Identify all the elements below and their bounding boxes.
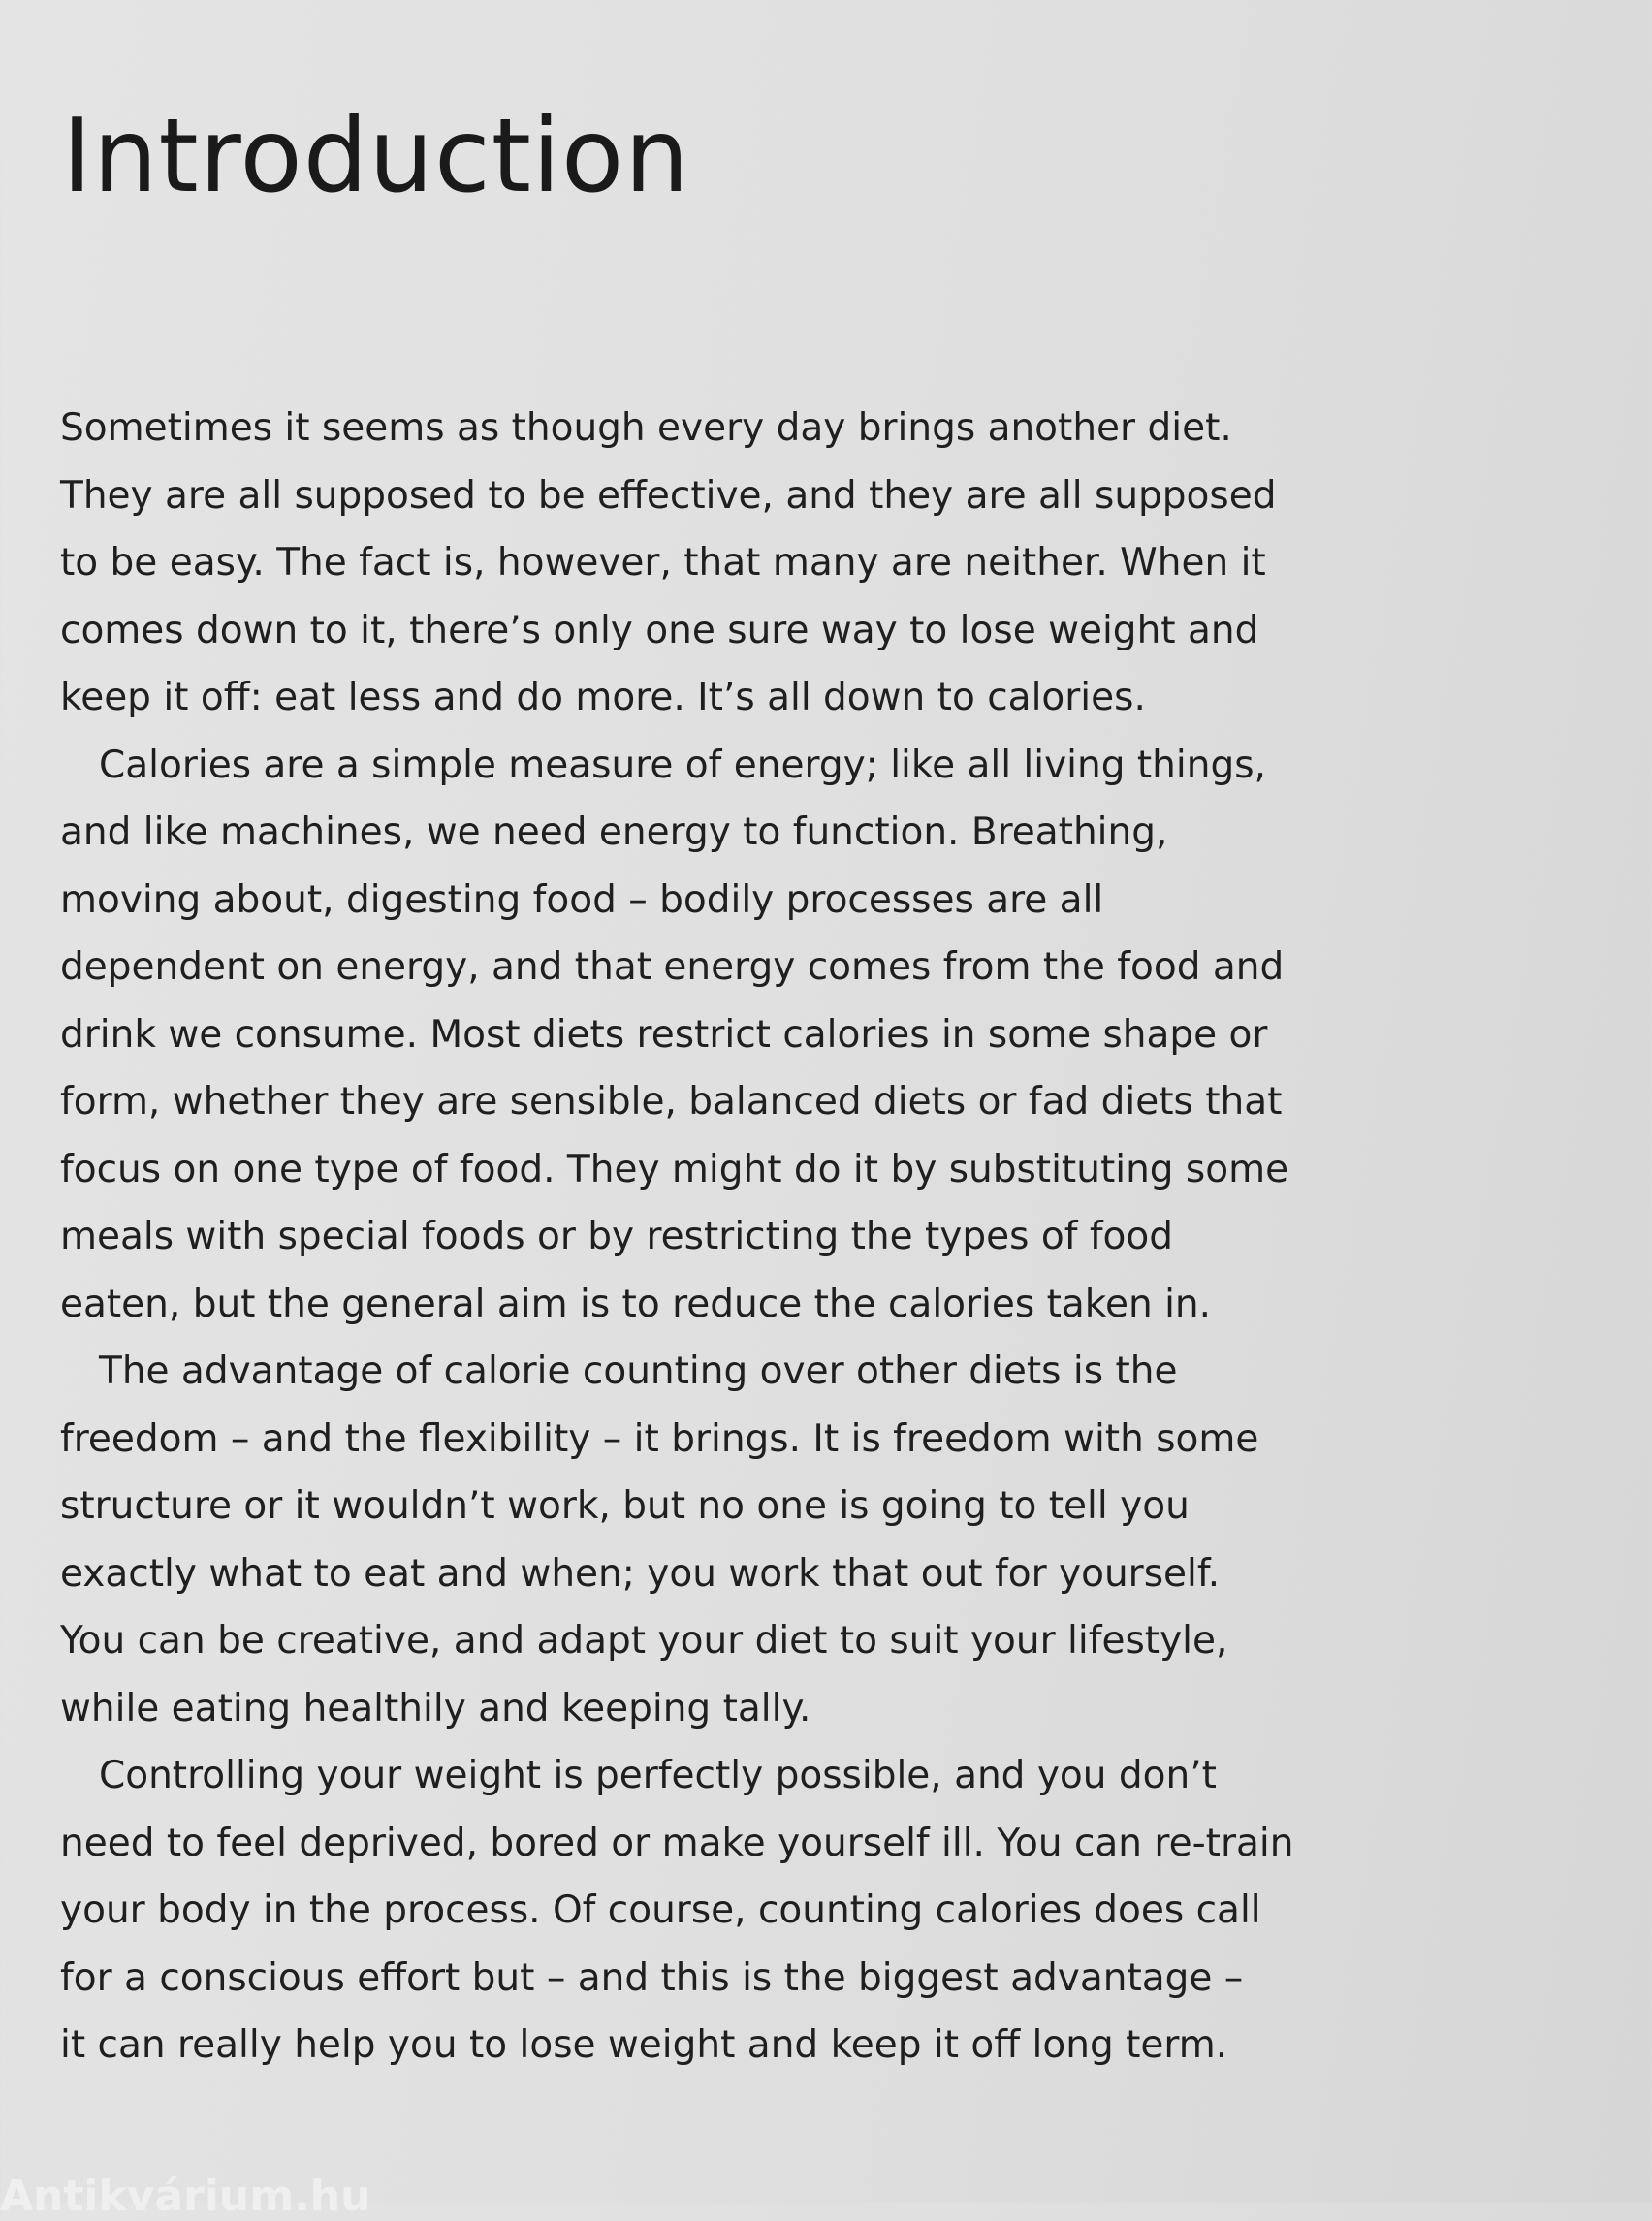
text-line: it can really help you to lose weight and keep it off long term. — [60, 2023, 1228, 2067]
text-line: while eating healthily and keeping tally. — [60, 1686, 811, 1730]
text-line: They are all supposed to be effective, and they are all supposed — [60, 473, 1277, 518]
text-line: The advantage of calorie counting over other diets is the — [99, 1349, 1178, 1393]
text-line: You can be creative, and adapt your diet to suit your lifestyle, — [60, 1619, 1228, 1663]
paragraph — [60, 1742, 1294, 2079]
text-line: focus on one type of food. They might do it by substituting some — [60, 1147, 1289, 1191]
text-line: form, whether they are sensible, balanced diets or fad diets that — [60, 1080, 1283, 1124]
paragraph — [60, 732, 1289, 1339]
text-line: exactly what to eat and when; you work that out for yourself. — [60, 1551, 1221, 1596]
text-line: need to feel deprived, bored or make yourself ill. You can re-train — [60, 1821, 1294, 1865]
text-line: for a conscious effort but – and this is the biggest advantage – — [60, 1955, 1244, 2000]
watermark: Antikvárium.hu — [0, 2172, 371, 2221]
text-line: meals with special foods or by restricting the types of food — [60, 1215, 1174, 1258]
text-line: drink we consume. Most diets restrict calories in some shape or — [60, 1012, 1268, 1057]
text-line: and like machines, we need energy to function. Breathing, — [60, 810, 1168, 854]
text-line: keep it off: eat less and do more. It’s all down to calories. — [60, 676, 1146, 719]
text-line: your body in the process. Of course, counting calories does call — [60, 1888, 1261, 1932]
text-line: freedom – and the flexibility – it brings. It is freedom with some — [60, 1416, 1259, 1461]
text-line: comes down to it, there’s only one sure way to lose weight and — [60, 608, 1259, 652]
text-line: Controlling your weight is perfectly possible, and you don’t — [99, 1754, 1217, 1797]
text-line: moving about, digesting food – bodily processes are all — [60, 877, 1104, 922]
text-line: Calories are a simple measure of energy; like all living things, — [99, 743, 1266, 787]
text-line: dependent on energy, and that energy comes from the food and — [60, 945, 1285, 989]
page-title: Introduction — [62, 97, 690, 215]
paragraph — [60, 395, 1277, 732]
paragraph — [60, 1338, 1262, 1742]
body-text — [60, 395, 1294, 2079]
text-line: Sometimes it seems as though every day brings another diet. — [60, 406, 1232, 450]
text-line: structure or it wouldn’t work, but no one is going to tell you — [60, 1484, 1190, 1528]
text-line: eaten, but the general aim is to reduce the calories taken in. — [60, 1282, 1212, 1326]
text-line: to be easy. The fact is, however, that many are neither. When it — [60, 541, 1266, 585]
